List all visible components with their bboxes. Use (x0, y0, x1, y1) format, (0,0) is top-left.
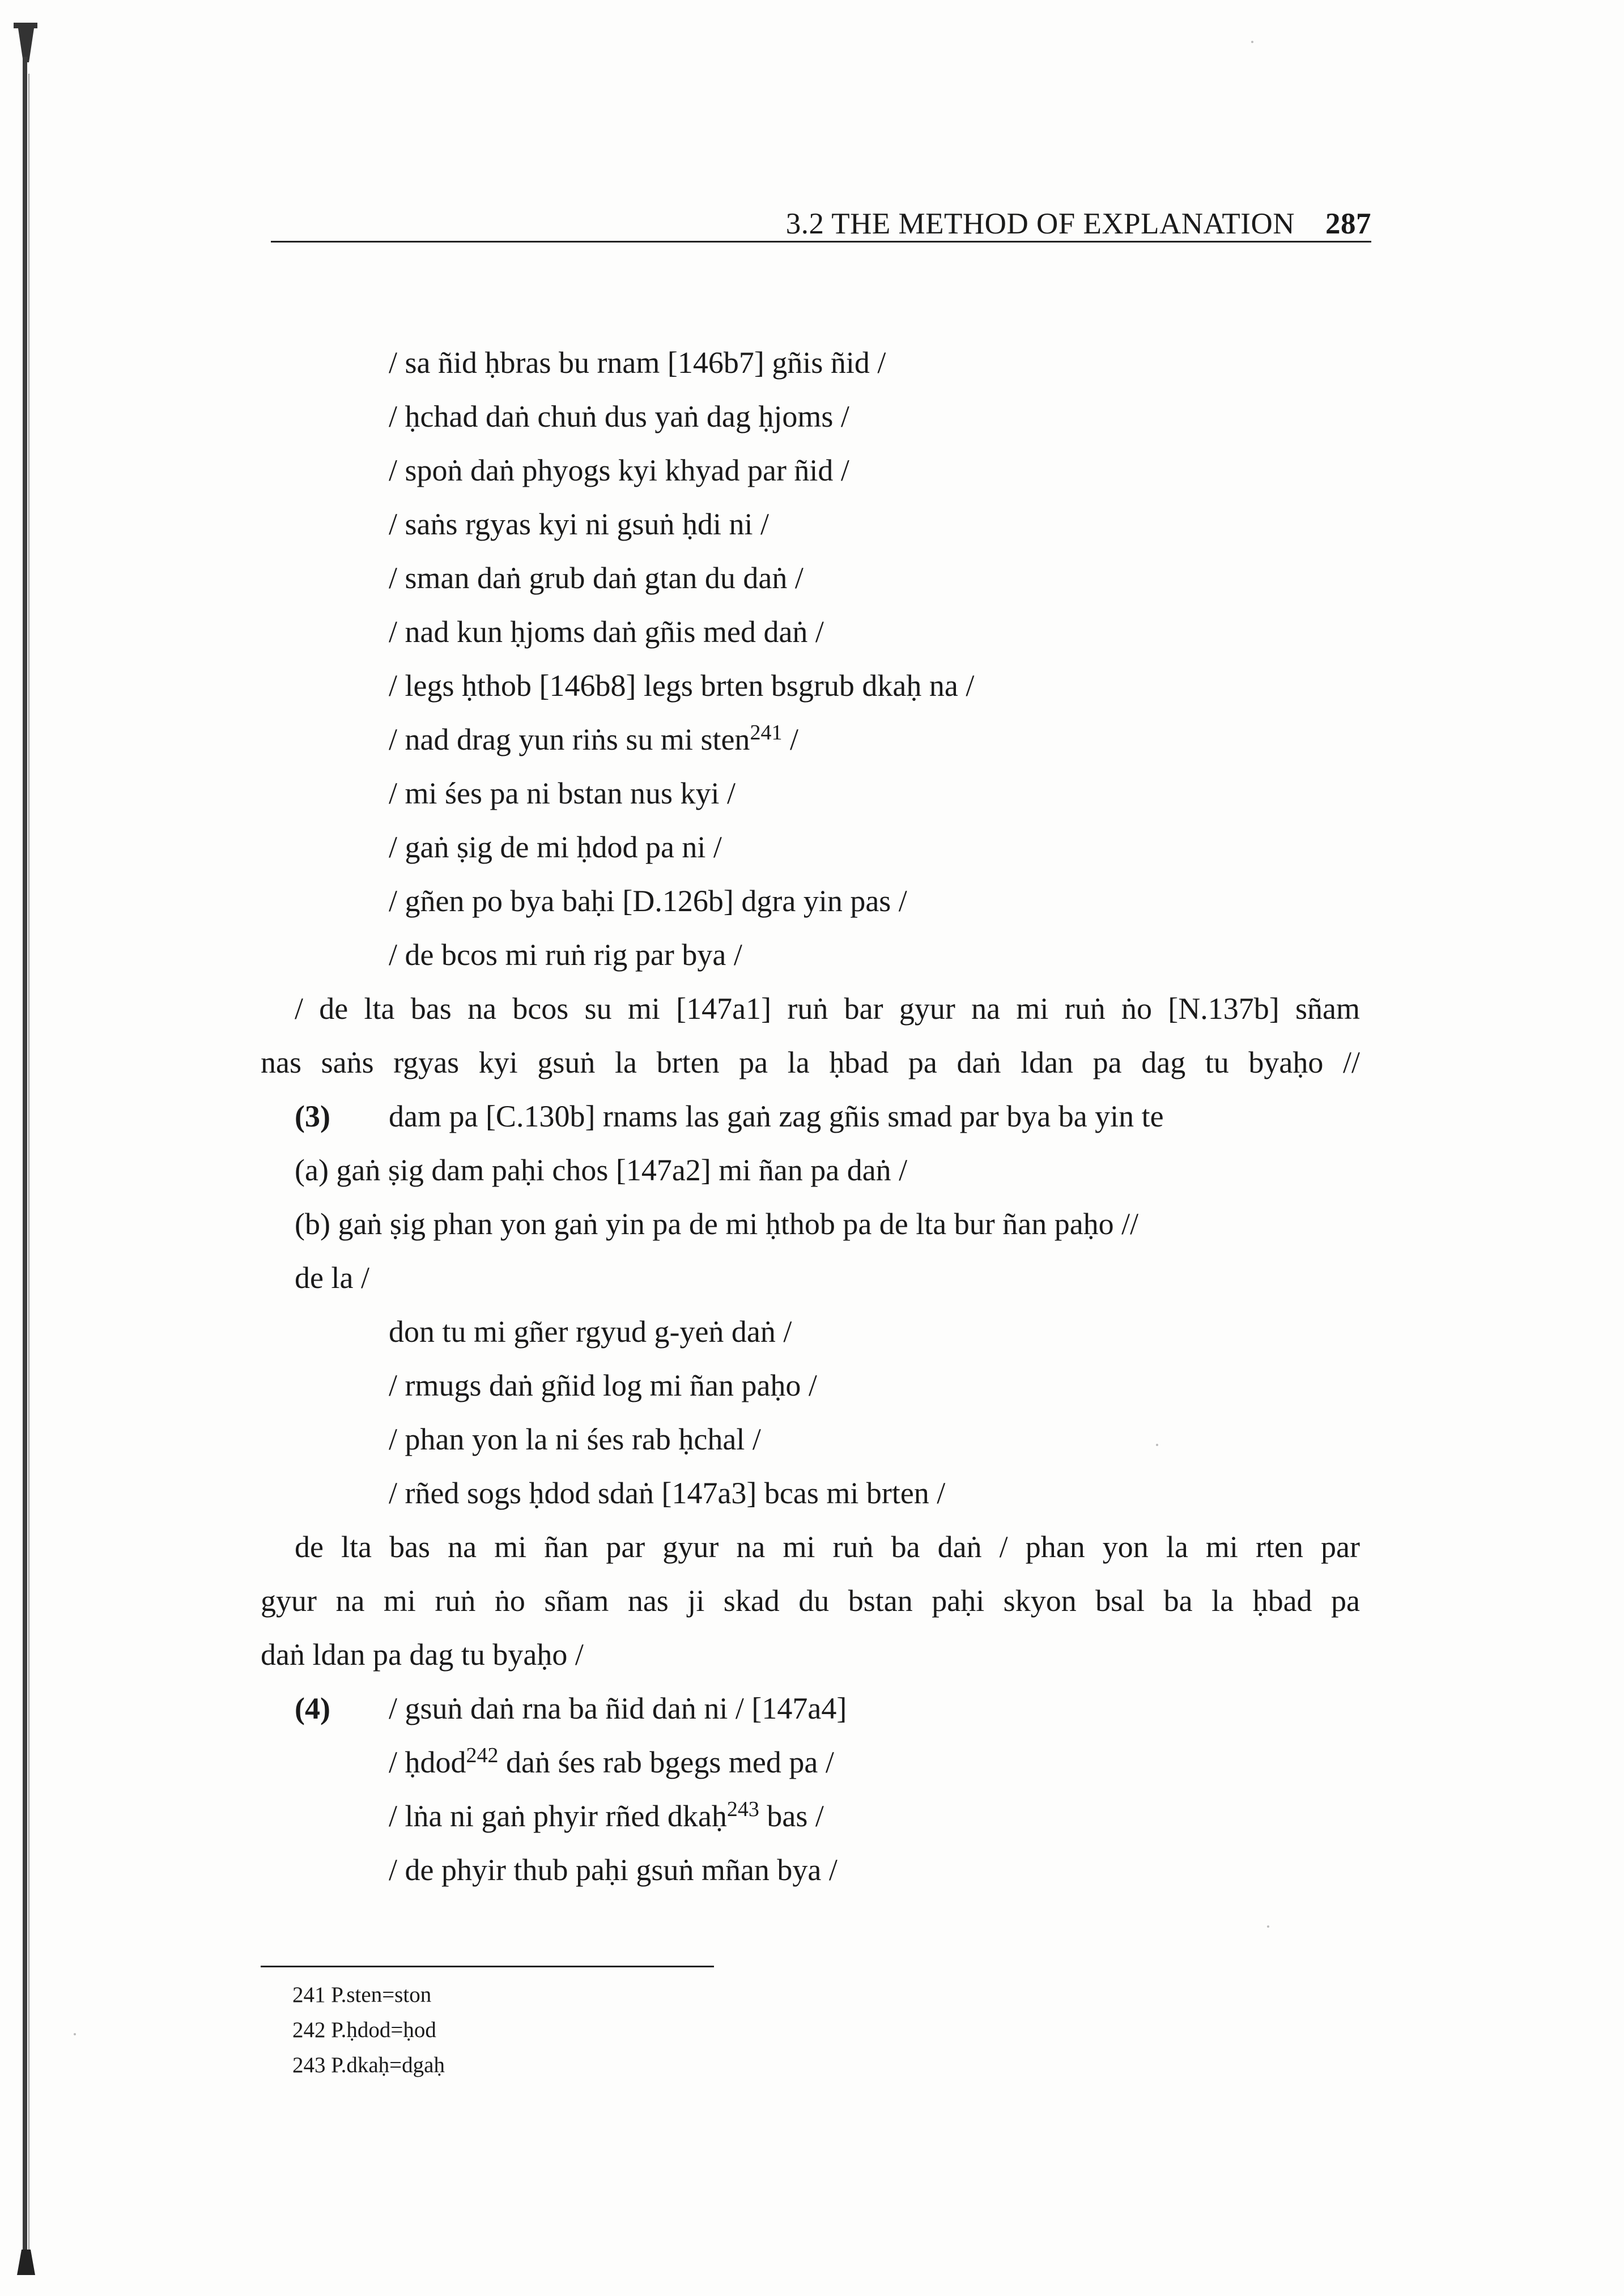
verse-line (389, 1797, 824, 1833)
scan-speck (1156, 1444, 1158, 1446)
list-item-b: (b) gaṅ ṣig phan yon gaṅ yin pa de mi ḥthob pa de lta bur ñan paḥo // (295, 1207, 1139, 1241)
verse-line: / gaṅ ṣig de mi ḥdod pa ni / (389, 830, 722, 864)
verse-line: / ḥchad daṅ chuṅ dus yaṅ dag ḥjoms / (389, 399, 849, 433)
verse-line: / spoṅ daṅ phyogs kyi khyad par ñid / (389, 453, 849, 487)
prose-line: dam pa [C.130b] rnams las gaṅ zag gñis smad par bya ba yin te (389, 1099, 1164, 1133)
verse-line (389, 1744, 834, 1779)
verse-line: don tu mi gñer rgyud g-yeṅ daṅ / (389, 1315, 792, 1349)
verse-line: / de bcos mi ruṅ rig par bya / (389, 938, 742, 972)
verse-line: / sa ñid ḥbras bu rnam [146b7] gñis ñid / (389, 346, 886, 380)
prose-line: / de lta bas na bcos su mi [147a1] ruṅ bar gyur na mi ruṅ ṅo [N.137b] sñam (295, 992, 1360, 1026)
footnote: 241 P.sten=ston (292, 1983, 432, 2007)
section-number: (4) (295, 1691, 330, 1725)
scan-speck (1267, 1925, 1269, 1928)
prose-line: de lta bas na mi ñan par gyur na mi ruṅ ba daṅ / phan yon la mi rten par (295, 1530, 1360, 1564)
running-header-title: 3.2 THE METHOD OF EXPLANATION (785, 207, 1295, 240)
section-number: (3) (295, 1099, 330, 1133)
verse-line: / saṅs rgyas kyi ni gsuṅ ḥdi ni / (389, 507, 770, 541)
header-rule (271, 241, 1371, 243)
footnote-ref: 242 (466, 1744, 499, 1767)
verse-line: / rmugs daṅ gñid log mi ñan paḥo / (389, 1368, 817, 1402)
verse-line: / gsuṅ daṅ rna ba ñid daṅ ni / [147a4] (389, 1691, 847, 1725)
footnote: 242 P.ḥdod=ḥod (292, 2018, 436, 2042)
list-item-a: (a) gaṅ ṣig dam paḥi chos [147a2] mi ñan pa daṅ / (295, 1153, 908, 1187)
verse-line: / mi śes pa ni bstan nus kyi / (389, 776, 736, 810)
prose-line: gyur na mi ruṅ ṅo sñam nas ji skad du bstan paḥi skyon bsal ba la ḥbad pa (261, 1584, 1360, 1618)
verse-line: / phan yon la ni śes rab ḥchal / (389, 1422, 761, 1456)
verse-line: / gñen po bya baḥi [D.126b] dgra yin pas / (389, 884, 907, 918)
verse-text: bas / (767, 1799, 824, 1833)
binding-edge-graphic (14, 23, 48, 2278)
verse-text: / lṅa ni gaṅ phyir rñed dkaḥ (389, 1799, 727, 1833)
footnote: 243 P.dkaḥ=dgaḥ (292, 2053, 445, 2077)
verse-text: daṅ śes rab bgegs med pa / (506, 1745, 834, 1779)
scan-speck (1251, 41, 1253, 43)
footnote-ref: 241 (750, 721, 783, 745)
prose-line: de la / (295, 1261, 369, 1295)
prose-line: nas saṅs rgyas kyi gsuṅ la brten pa la ḥbad pa daṅ ldan pa dag tu byaḥo // (261, 1045, 1360, 1079)
verse-line: / legs ḥthob [146b8] legs brten bsgrub dkaḥ na / (389, 669, 975, 703)
verse-line: / rñed sogs ḥdod sdaṅ [147a3] bcas mi brten / (389, 1476, 946, 1510)
verse-line: / de phyir thub paḥi gsuṅ mñan bya / (389, 1853, 837, 1887)
verse-text: / ḥdod (389, 1745, 466, 1779)
verse-line (389, 721, 798, 756)
running-header (271, 207, 1371, 248)
verse-slash: / (789, 722, 798, 756)
footnote-ref: 243 (726, 1797, 759, 1821)
prose-line: daṅ ldan pa dag tu byaḥo / (261, 1638, 584, 1672)
verse-line: / nad kun ḥjoms daṅ gñis med daṅ / (389, 615, 824, 649)
page-number: 287 (1325, 207, 1371, 240)
scan-speck (74, 2033, 76, 2035)
verse-text: / nad drag yun riṅs su mi sten (389, 722, 750, 756)
verse-line: / sman daṅ grub daṅ gtan du daṅ / (389, 561, 804, 595)
footnote-rule (261, 1966, 714, 1967)
